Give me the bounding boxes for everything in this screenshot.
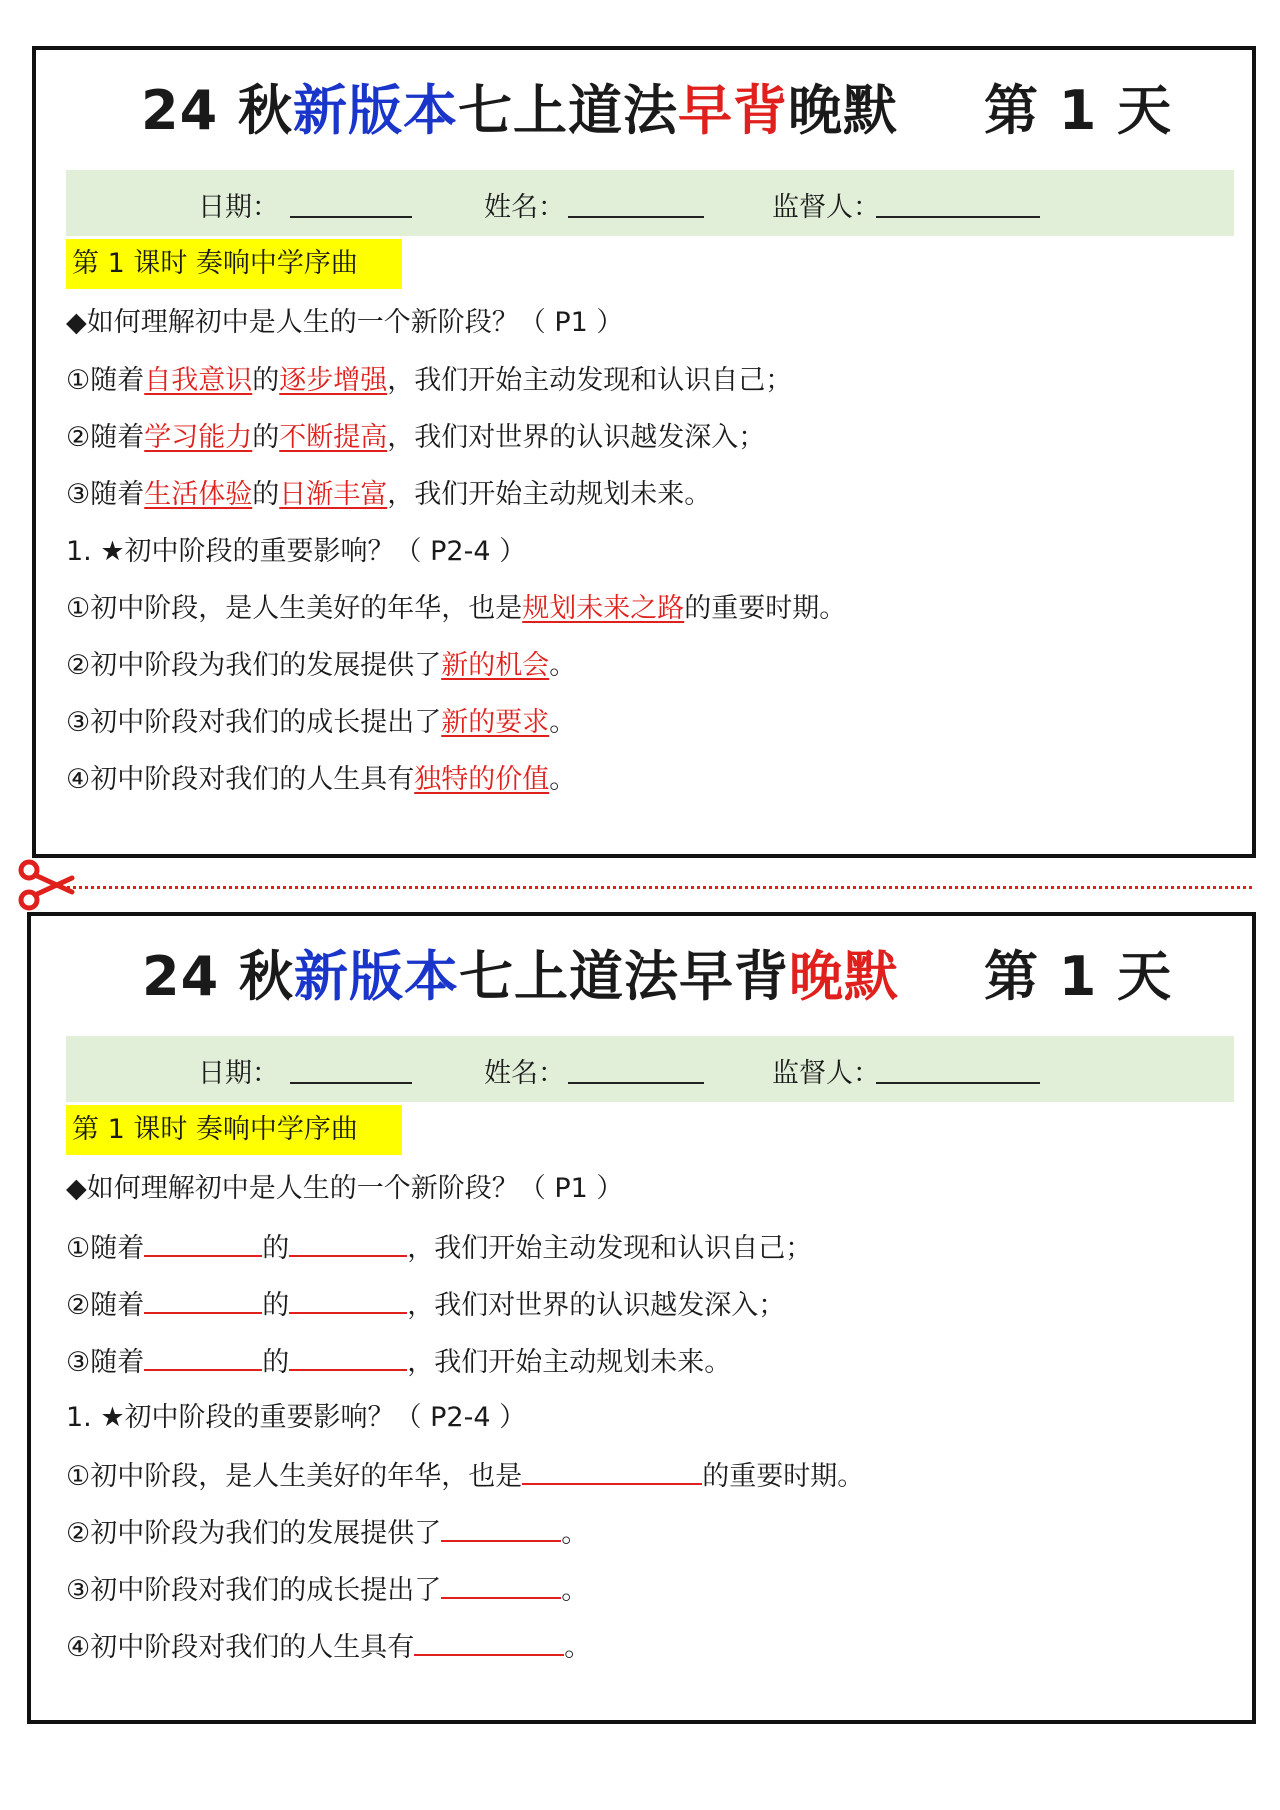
title-subject: 七上道法 (458, 945, 679, 1008)
card-title (36, 68, 1252, 148)
fill-blank[interactable] (414, 1628, 564, 1656)
supervisor-field[interactable] (876, 216, 1040, 218)
answer-keyword: 生活体验 (144, 479, 253, 510)
impact-row-4: ④初中阶段对我们的人生具有独特的价值。 (66, 764, 577, 795)
cut-line (60, 886, 1252, 889)
title-evening-dictation: 晚默 (787, 79, 898, 142)
supervisor-label: 监督人： (772, 192, 880, 223)
answer-row-3: ③随着生活体验的日渐丰富，我们开始主动规划未来。 (66, 479, 712, 510)
question-2: 1. ★初中阶段的重要影响？（ P2-4 ） (66, 536, 527, 567)
date-label: 日期： (198, 1058, 279, 1089)
date-label: 日期： (198, 192, 279, 223)
date-field[interactable] (290, 1082, 412, 1084)
evening-dictation-card (27, 912, 1256, 1724)
answer-keyword: 自我意识 (144, 365, 253, 396)
supervisor-label: 监督人： (772, 1058, 880, 1089)
question-1: ◆如何理解初中是人生的一个新阶段？（ P1 ） (66, 1173, 624, 1204)
fill-blank[interactable] (289, 1229, 407, 1257)
answer-keyword: 日渐丰富 (279, 479, 388, 510)
blank-row-3: ③随着 的 ，我们开始主动规划未来。 (66, 1343, 731, 1381)
fill-blank[interactable] (144, 1343, 262, 1371)
title-day: 第 1 天 (984, 945, 1173, 1008)
info-bar (66, 1036, 1234, 1102)
name-field[interactable] (568, 216, 704, 218)
answer-keyword: 新的机会 (441, 650, 550, 681)
answer-keyword: 逐步增强 (279, 365, 388, 396)
title-new-version: 新版本 (293, 945, 459, 1008)
date-field[interactable] (290, 216, 412, 218)
blank-impact-row-3: ③初中阶段对我们的成长提出了 。 (66, 1571, 588, 1609)
lesson-heading: 第 1 课时 奏响中学序曲 (66, 1105, 402, 1155)
fill-blank[interactable] (522, 1457, 702, 1485)
fill-blank[interactable] (144, 1229, 262, 1257)
blank-impact-row-2: ②初中阶段为我们的发展提供了 。 (66, 1514, 588, 1552)
question-2: 1. ★初中阶段的重要影响？（ P2-4 ） (66, 1402, 527, 1433)
info-bar (66, 170, 1234, 236)
fill-blank[interactable] (289, 1343, 407, 1371)
title-evening-dictation: 晚默 (788, 945, 899, 1008)
answer-keyword: 学习能力 (144, 422, 253, 453)
blank-row-2: ②随着 的 ，我们对世界的认识越发深入； (66, 1286, 785, 1324)
name-field[interactable] (568, 1082, 704, 1084)
title-morning-recite: 早背 (678, 945, 789, 1008)
blank-row-1: ①随着 的 ，我们开始主动发现和认识自己； (66, 1229, 812, 1267)
title-morning-recite: 早背 (677, 79, 788, 142)
answer-keyword: 新的要求 (441, 707, 550, 738)
title-prefix: 24 秋 (141, 79, 293, 142)
title-prefix: 24 秋 (142, 945, 294, 1008)
name-label: 姓名： (484, 192, 565, 223)
morning-recite-card (32, 46, 1256, 858)
impact-row-1: ①初中阶段，是人生美好的年华，也是规划未来之路的重要时期。 (66, 593, 847, 624)
blank-impact-row-4: ④初中阶段对我们的人生具有 。 (66, 1628, 591, 1666)
fill-blank[interactable] (144, 1286, 262, 1314)
title-day: 第 1 天 (984, 79, 1173, 142)
answer-row-1: ①随着自我意识的逐步增强，我们开始主动发现和认识自己； (66, 365, 793, 396)
lesson-heading: 第 1 课时 奏响中学序曲 (66, 239, 402, 289)
name-label: 姓名： (484, 1058, 565, 1089)
scissors-icon (16, 858, 76, 912)
supervisor-field[interactable] (876, 1082, 1040, 1084)
title-new-version: 新版本 (292, 79, 458, 142)
impact-row-3: ③初中阶段对我们的成长提出了新的要求。 (66, 707, 577, 738)
fill-blank[interactable] (441, 1514, 561, 1542)
impact-row-2: ②初中阶段为我们的发展提供了新的机会。 (66, 650, 577, 681)
answer-keyword: 独特的价值 (414, 764, 550, 795)
fill-blank[interactable] (289, 1286, 407, 1314)
question-1: ◆如何理解初中是人生的一个新阶段？（ P1 ） (66, 307, 624, 338)
blank-impact-row-1: ①初中阶段，是人生美好的年华，也是 的重要时期。 (66, 1457, 864, 1495)
title-subject: 七上道法 (457, 79, 678, 142)
answer-row-2: ②随着学习能力的不断提高，我们对世界的认识越发深入； (66, 422, 766, 453)
fill-blank[interactable] (441, 1571, 561, 1599)
card-title (31, 934, 1252, 1014)
answer-keyword: 不断提高 (279, 422, 388, 453)
answer-keyword: 规划未来之路 (522, 593, 685, 624)
